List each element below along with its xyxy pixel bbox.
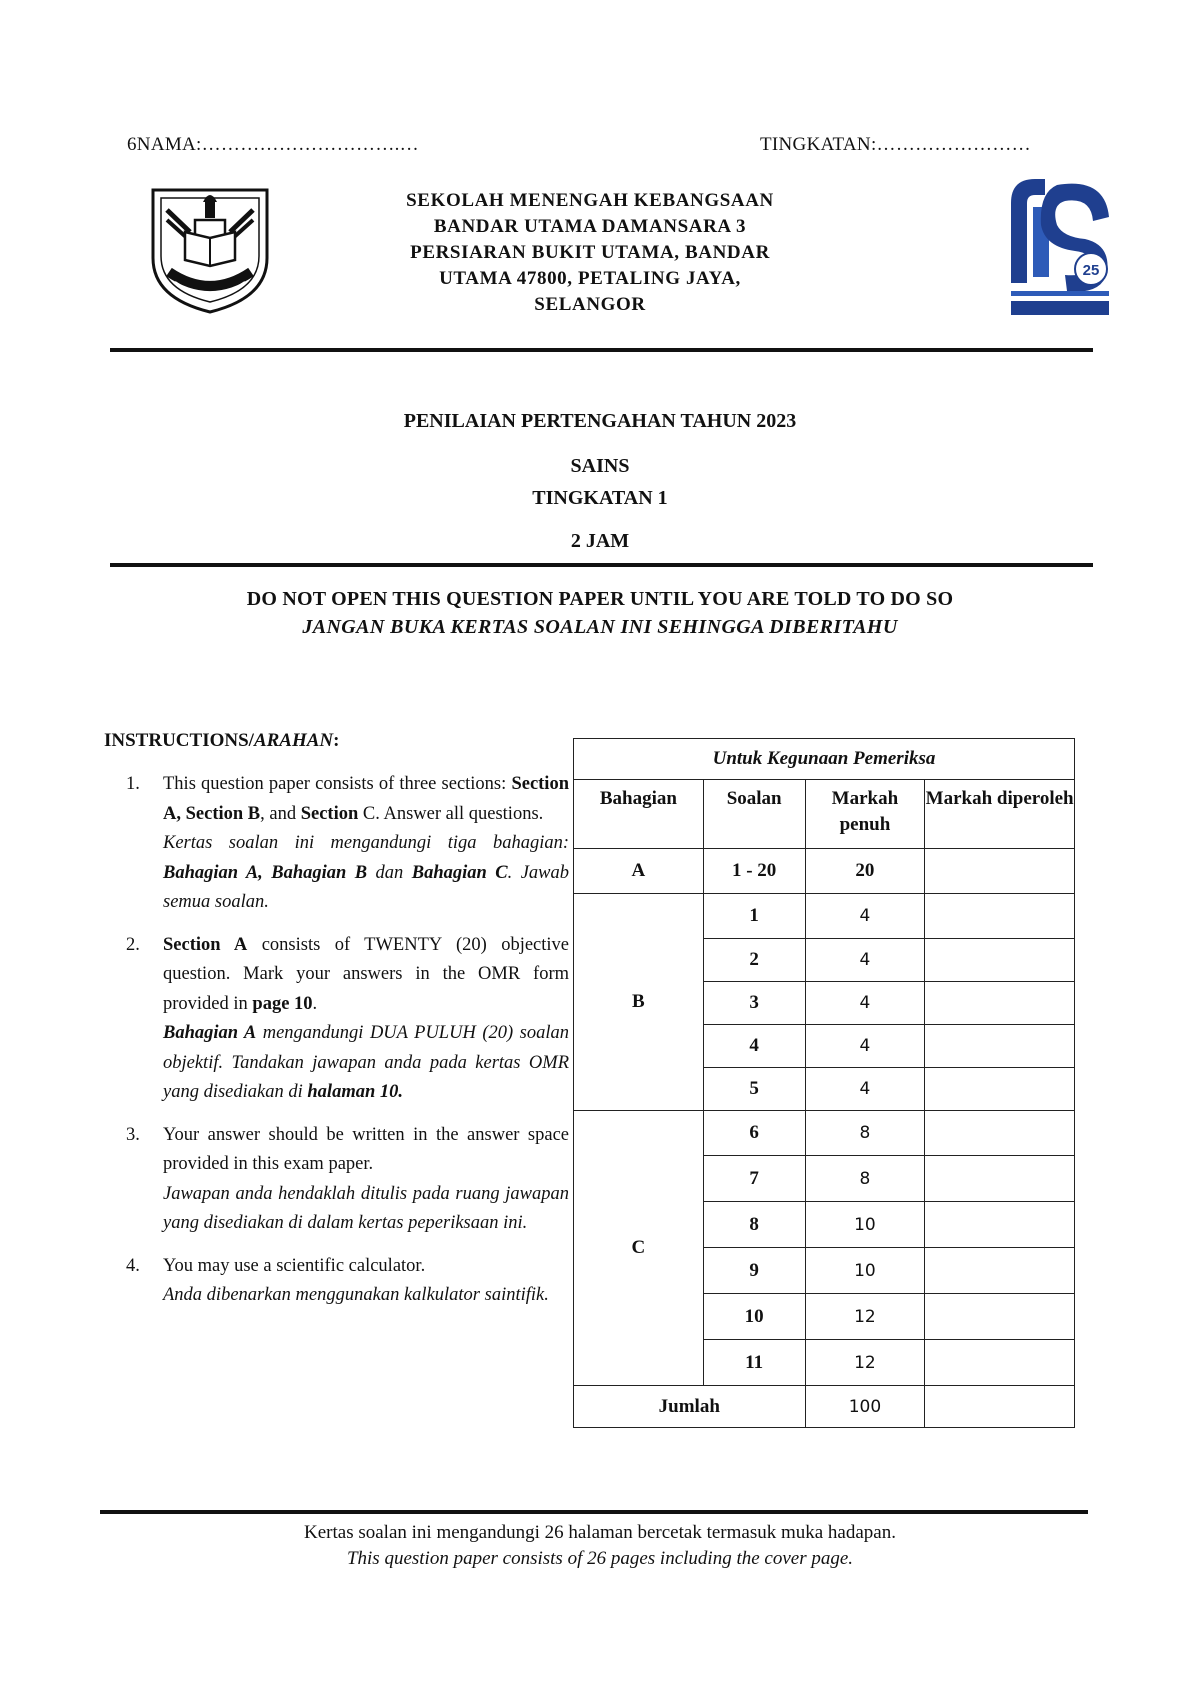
section-a-marks: 20 [805,849,925,894]
header-markah-diperoleh: Markah diperoleh [925,780,1075,849]
question-number: 8 [703,1202,805,1248]
section-a-label: A [574,849,704,894]
warning-english: DO NOT OPEN THIS QUESTION PAPER UNTIL YOU ARE TOLD TO DO SO [246,588,954,610]
section-b-label: B [574,894,704,1111]
total-label: Jumlah [574,1386,806,1428]
school-name-line: UTAMA 47800, PETALING JAYA, [439,268,741,289]
full-marks: 4 [805,1025,925,1068]
instruction-english: This question paper consists of three sections: Section A, Section B, and Section C. Answer all questions. [163,774,569,824]
instruction-number: 1. [126,774,140,794]
instruction-english: You may use a scientific calculator. [163,1255,426,1276]
instructions-heading-en: INSTRUCTIONS/ [104,730,254,751]
total-marks: 100 [805,1386,925,1428]
question-number: 3 [703,982,805,1025]
obtained-marks-cell[interactable] [925,982,1075,1025]
section-c-label: C [574,1111,704,1386]
question-number: 6 [703,1111,805,1156]
exam-form: TINGKATAN 1 [532,487,668,509]
instruction-english: Your answer should be written in the answer space provided in this exam paper. [163,1124,569,1174]
question-number: 2 [703,939,805,982]
school-name [330,188,850,318]
exam-subject: SAINS [570,455,630,477]
obtained-marks-cell[interactable] [925,1294,1075,1340]
logo-number: 25 [1082,262,1100,279]
instruction-english: Section A consists of TWENTY (20) objective question. Mark your answers in the OMR form provided in page 10. [163,934,570,1014]
exam-duration: 2 JAM [570,530,630,552]
question-number: 4 [703,1025,805,1068]
instruction-malay: Anda dibenarkan menggunakan kalkulator saintifik. [163,1285,549,1305]
full-marks: 10 [805,1248,925,1294]
anniversary-25-logo-icon [1005,173,1115,321]
full-marks: 12 [805,1340,925,1386]
instruction-number: 2. [126,934,140,955]
footer-malay: Kertas soalan ini mengandungi 26 halaman bercetak termasuk muka hadapan. [304,1522,896,1543]
full-marks: 12 [805,1294,925,1340]
form-field: TINGKATAN:…………………… [760,134,1031,155]
school-name-line: PERSIARAN BUKIT UTAMA, BANDAR [410,242,770,263]
obtained-marks-cell[interactable] [925,1025,1075,1068]
instruction-item [126,1252,569,1311]
exam-title: PENILAIAN PERTENGAHAN TAHUN 2023 [403,410,797,432]
obtained-marks-cell[interactable] [925,1202,1075,1248]
school-name-line: BANDAR UTAMA DAMANSARA 3 [433,216,747,237]
total-obtained-cell[interactable] [925,1386,1075,1428]
question-number: 7 [703,1156,805,1202]
full-marks: 4 [805,982,925,1025]
instruction-malay: Bahagian A mengandungi DUA PULUH (20) soalan objektif. Tandakan jawapan anda pada kertas OMR yang disediakan di halaman 10. [163,1023,569,1102]
instructions-list [126,770,569,1324]
instruction-malay: Kertas soalan ini mengandungi tiga bahagian: Bahagian A, Bahagian B dan Bahagian C. Jawab semua soalan. [163,833,569,912]
instructions-heading [104,730,339,752]
obtained-marks-cell[interactable] [925,1156,1075,1202]
title-rule [110,563,1093,567]
question-number: 1 [703,894,805,939]
obtained-marks-cell[interactable] [925,1248,1075,1294]
table-caption: Untuk Kegunaan Pemeriksa [574,739,1075,780]
full-marks: 4 [805,939,925,982]
instructions-heading-ms: ARAHAN [253,730,334,751]
full-marks: 8 [805,1156,925,1202]
instruction-item [126,770,569,918]
school-name-line: SEKOLAH MENENGAH KEBANGSAAN [406,190,774,211]
instruction-malay: Jawapan anda hendaklah ditulis pada ruang jawapan yang disediakan di dalam kertas peperiksaan ini. [163,1183,569,1233]
question-number: 11 [703,1340,805,1386]
question-number: 9 [703,1248,805,1294]
obtained-marks-cell[interactable] [925,1340,1075,1386]
header-markah-penuh: Markah penuh [805,780,925,849]
instruction-number: 4. [126,1255,140,1276]
header-bahagian: Bahagian [574,780,704,849]
obtained-marks-cell[interactable] [925,1111,1075,1156]
footer-rule [100,1510,1088,1514]
obtained-marks-cell[interactable] [925,849,1075,894]
instruction-item [126,1121,569,1239]
header-soalan: Soalan [703,780,805,849]
instruction-item [126,931,569,1108]
examiner-marks-table [573,738,1075,1428]
warning-malay: JANGAN BUKA KERTAS SOALAN INI SEHINGGA DIBERITAHU [302,616,898,638]
full-marks: 4 [805,1068,925,1111]
full-marks: 10 [805,1202,925,1248]
instruction-number: 3. [126,1124,140,1145]
school-name-line: SELANGOR [534,294,646,315]
question-number: 10 [703,1294,805,1340]
question-number: 5 [703,1068,805,1111]
obtained-marks-cell[interactable] [925,894,1075,939]
section-a-questions: 1 - 20 [703,849,805,894]
obtained-marks-cell[interactable] [925,939,1075,982]
full-marks: 8 [805,1111,925,1156]
header-rule [110,348,1093,352]
obtained-marks-cell[interactable] [925,1068,1075,1111]
school-crest-icon [145,180,275,315]
name-field: 6NAMA:………………………….… [127,134,419,155]
instructions-heading-colon: : [333,730,340,751]
full-marks: 4 [805,894,925,939]
footer-english: This question paper consists of 26 pages including the cover page. [346,1548,854,1569]
